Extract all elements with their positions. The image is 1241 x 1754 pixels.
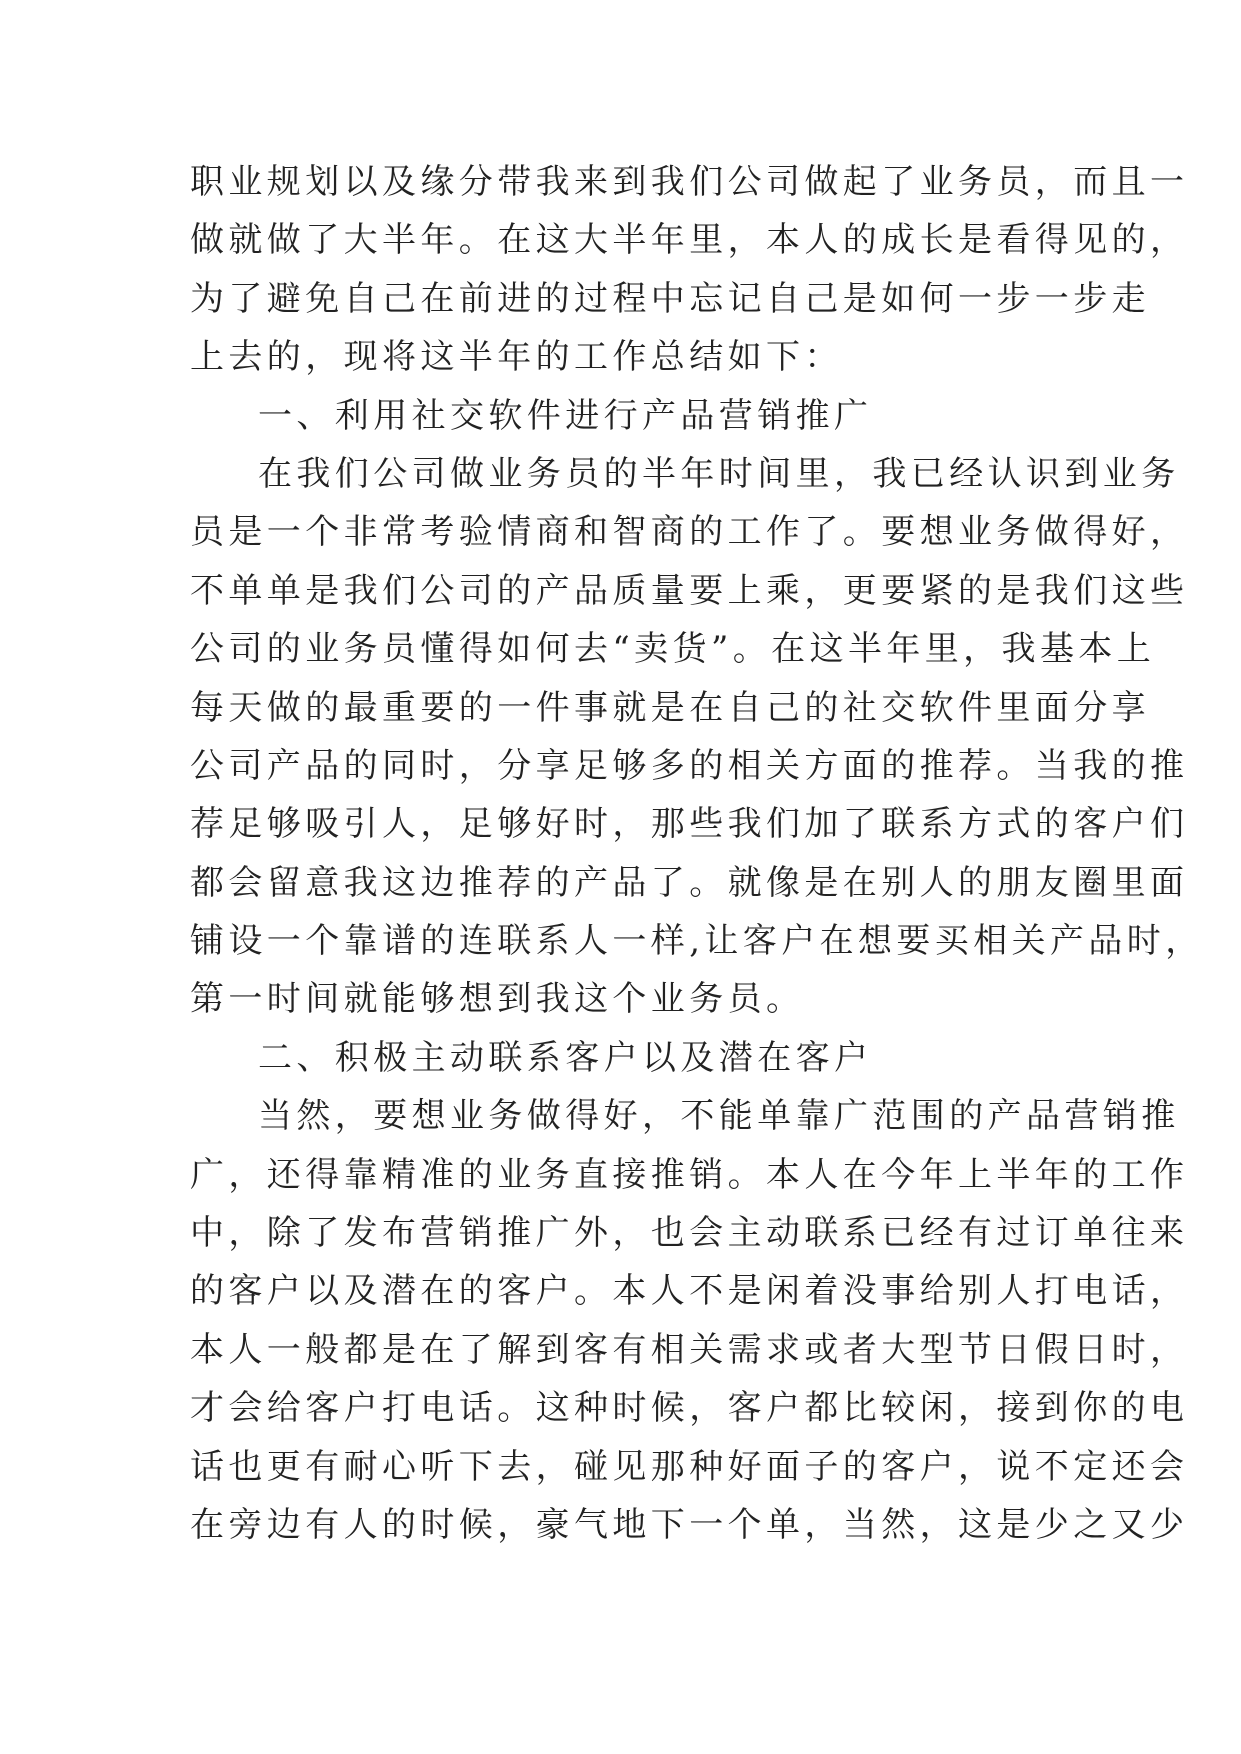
text-line: 为了避免自己在前进的过程中忘记自己是如何一步一步走: [190, 278, 1150, 319]
text-line: 本人一般都是在了解到客有相关需求或者大型节日假日时，: [190, 1329, 1189, 1370]
text-line: 在我们公司做业务员的半年时间里，我已经认识到业务: [258, 453, 1180, 494]
text-line: 不单单是我们公司的产品质量要上乘，更要紧的是我们这些: [190, 570, 1189, 611]
text-line: 上去的，现将这半年的工作总结如下：: [190, 337, 843, 378]
text-line: 在旁边有人的时候，豪气地下一个单，当然，这是少之又少: [190, 1504, 1189, 1545]
text-line: 都会留意我这边推荐的产品了。就像是在别人的朋友圈里面: [190, 862, 1189, 903]
body-text: [190, 153, 1204, 1554]
text-line: 做就做了大半年。在这大半年里，本人的成长是看得见的，: [190, 220, 1189, 261]
text-line: 的客户以及潜在的客户。本人不是闲着没事给别人打电话，: [190, 1271, 1189, 1312]
text-line: 职业规划以及缘分带我来到我们公司做起了业务员，而且一: [190, 162, 1189, 202]
text-line: 荐足够吸引人，足够好时，那些我们加了联系方式的客户们: [190, 804, 1189, 845]
text-line: 话也更有耐心听下去，碰见那种好面子的客户，说不定还会: [190, 1446, 1189, 1487]
text-line: 当然，要想业务做得好，不能单靠广范围的产品营销推: [258, 1096, 1180, 1137]
text-line: 一、利用社交软件进行产品营销推广: [258, 395, 873, 436]
text-line: 中，除了发布营销推广外，也会主动联系已经有过订单往来: [190, 1213, 1189, 1254]
text-line: 公司的业务员懂得如何去“卖货”。在这半年里，我基本上: [190, 629, 1156, 670]
text-line: 二、积极主动联系客户以及潜在客户: [258, 1037, 873, 1078]
text-line: 公司产品的同时，分享足够多的相关方面的推荐。当我的推: [190, 745, 1189, 786]
text-line: 每天做的最重要的一件事就是在自己的社交软件里面分享: [190, 687, 1150, 728]
text-line: 员是一个非常考验情商和智商的工作了。要想业务做得好，: [190, 512, 1189, 553]
text-line: 铺设一个靠谱的连联系人一样,让客户在想要买相关产品时，: [190, 921, 1204, 962]
text-line: 广，还得靠精准的业务直接推销。本人在今年上半年的工作: [190, 1154, 1189, 1195]
text-line: 才会给客户打电话。这种时候，客户都比较闲，接到你的电: [190, 1388, 1189, 1429]
text-line: 第一时间就能够想到我这个业务员。: [190, 979, 805, 1020]
